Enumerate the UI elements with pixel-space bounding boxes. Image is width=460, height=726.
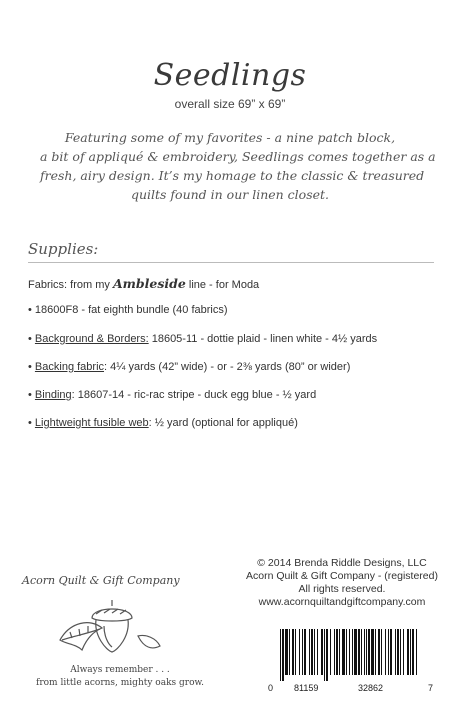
supply-text: 18600F8 - fat eighth bundle (40 fabrics): [34, 304, 228, 316]
barcode-digits-right: 32862: [358, 683, 384, 693]
supply-item-binding: [28, 389, 316, 401]
bullet: •: [28, 417, 32, 429]
bullet: •: [28, 389, 32, 401]
fabrics-suffix: line - for Moda: [185, 279, 260, 291]
barcode-digit-check: 7: [428, 683, 434, 693]
upc-barcode: [278, 629, 422, 681]
acorn-icon: [52, 592, 172, 669]
supply-item-fusible-web: [28, 417, 298, 429]
supplies-divider: [28, 262, 434, 263]
rights-line: All rights reserved.: [298, 583, 386, 595]
supply-label: Background & Borders:: [34, 333, 149, 345]
supplies-heading: Supplies:: [28, 240, 99, 258]
copyright-line: © 2014 Brenda Riddle Designs, LLC: [257, 557, 427, 569]
supply-item-background: [28, 333, 377, 345]
supply-label: Backing fabric: [34, 361, 105, 373]
motto-line: Always remember . . .: [70, 665, 170, 675]
overall-size: overall size 69” x 69”: [174, 97, 286, 111]
supply-label: Lightweight fusible web: [34, 417, 149, 429]
bullet: •: [28, 333, 32, 345]
supply-text: : ½ yard (optional for appliqué): [148, 417, 298, 429]
intro-line: quilts found in our linen closet.: [130, 187, 330, 202]
intro-line: Featuring some of my favorites - a nine patch block,: [64, 130, 396, 145]
pattern-title: Seedlings: [153, 58, 307, 93]
intro-line: fresh, airy design. It’s my homage to the classic & treasured: [40, 168, 425, 183]
bullet: •: [28, 304, 32, 316]
website-line: www.acornquiltandgiftcompany.com: [258, 596, 426, 608]
copyright-block: [232, 557, 452, 609]
barcode-digits-left: 81159: [294, 683, 319, 693]
fabrics-line: [28, 276, 259, 291]
supply-item-backing: [28, 361, 350, 373]
fabrics-prefix: Fabrics: from my: [28, 279, 113, 291]
motto-line: from little acorns, mighty oaks grow.: [36, 678, 204, 688]
trademark-line: Acorn Quilt & Gift Company - (registered): [246, 570, 438, 582]
supply-label: Binding: [34, 389, 72, 401]
supply-text: 18605-11 - dottie plaid - linen white - 4½ yards: [148, 333, 378, 345]
barcode-digit-system: 0: [268, 683, 274, 693]
supply-text: : 4¼ yards (42” wide) - or - 2⅜ yards (80” or wider): [104, 361, 351, 373]
supply-text: : 18607-14 - ric-rac stripe - duck egg blue - ½ yard: [71, 389, 317, 401]
intro-line: a bit of appliqué & embroidery, Seedlings comes together as a: [40, 149, 436, 164]
company-motto: [20, 664, 220, 690]
company-name: Acorn Quilt & Gift Company: [22, 574, 180, 587]
fabric-line-name: Ambleside: [112, 276, 186, 291]
bullet: •: [28, 361, 32, 373]
supply-item-fat-eighth: [28, 304, 228, 316]
intro-paragraph: [40, 128, 436, 204]
